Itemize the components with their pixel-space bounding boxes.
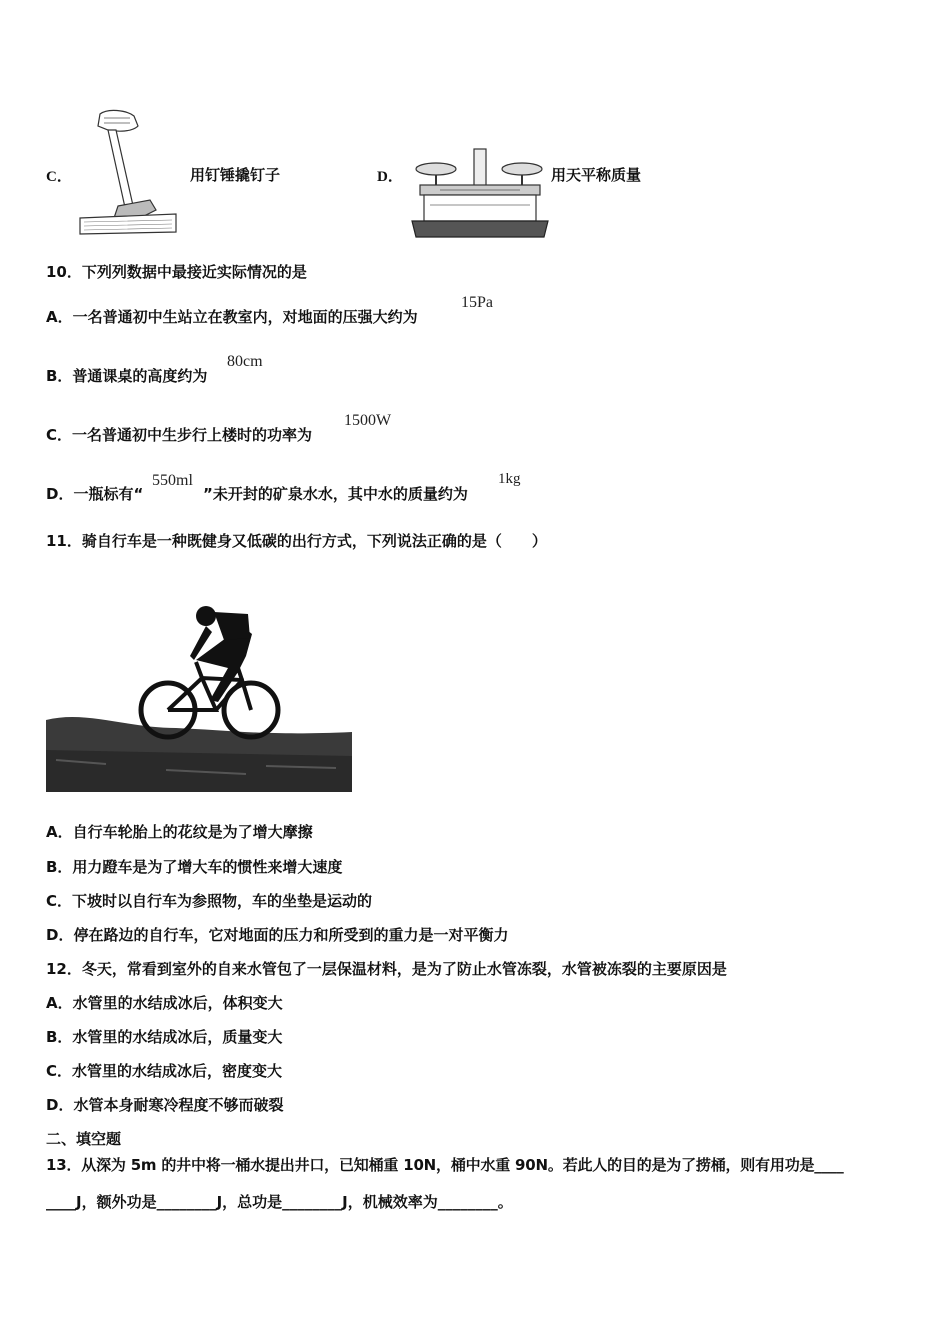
q12-option-b: B．水管里的水结成冰后，质量变大 [46,1028,283,1046]
balance-scale-figure [410,145,550,239]
q11-option-d: D．停在路边的自行车，它对地面的压力和所受到的重力是一对平衡力 [46,926,509,944]
option-c-text: 用钉锤撬钉子 [190,166,281,184]
q10-option-d-value: 1kg [498,471,521,487]
q10-stem: 10．下列列数据中最接近实际情况的是 [46,263,307,281]
q11-option-c: C．下坡时以自行车为参照物，车的坐垫是运动的 [46,892,373,910]
hammer-nail-figure [78,106,178,238]
q10-option-a-value: 15Pa [461,294,493,311]
q12-option-d: D．水管本身耐寒冷程度不够而破裂 [46,1096,284,1114]
q13-line1: 13．从深为 5m 的井中将一桶水提出井口，已知桶重 10N，桶中水重 90N。若此人的目的是为了捞桶，则有用功是____ [46,1156,844,1174]
q10-option-a: A．一名普通初中生站立在教室内，对地面的压强大约为 [46,308,418,326]
q11-stem: 11．骑自行车是一种既健身又低碳的出行方式，下列说法正确的是（ ） [46,532,547,550]
q12-stem: 12．冬天，常看到室外的自来水管包了一层保温材料，是为了防止水管冻裂，水管被冻裂的主要原因是 [46,960,727,978]
q12-option-c: C．水管里的水结成冰后，密度变大 [46,1062,283,1080]
cyclist-photo [46,560,352,792]
q11-option-b: B．用力蹬车是为了增大车的惯性来增大速度 [46,858,343,876]
q10-option-d-after: ”未开封的矿泉水水，其中水的质量约为 [203,485,468,503]
q11-option-a: A．自行车轮胎上的花纹是为了增大摩擦 [46,823,313,841]
option-d-text: 用天平称质量 [551,166,642,184]
q12-option-a: A．水管里的水结成冰后，体积变大 [46,994,283,1012]
q10-option-b-value: 80cm [227,353,263,370]
q10-option-c: C．一名普通初中生步行上楼时的功率为 [46,426,313,444]
option-c-letter: C． [46,169,72,185]
q10-option-b: B．普通课桌的高度约为 [46,367,208,385]
q13-line2: ____J，额外功是________J，总功是________J，机械效率为________。 [46,1193,513,1211]
q10-option-d-before: D．一瓶标有“ [46,485,144,503]
section-title: 二、填空题 [46,1130,122,1148]
q10-option-c-value: 1500W [344,412,392,429]
option-d-letter: D． [377,169,403,185]
q10-option-d-mid-value: 550ml [152,472,193,489]
